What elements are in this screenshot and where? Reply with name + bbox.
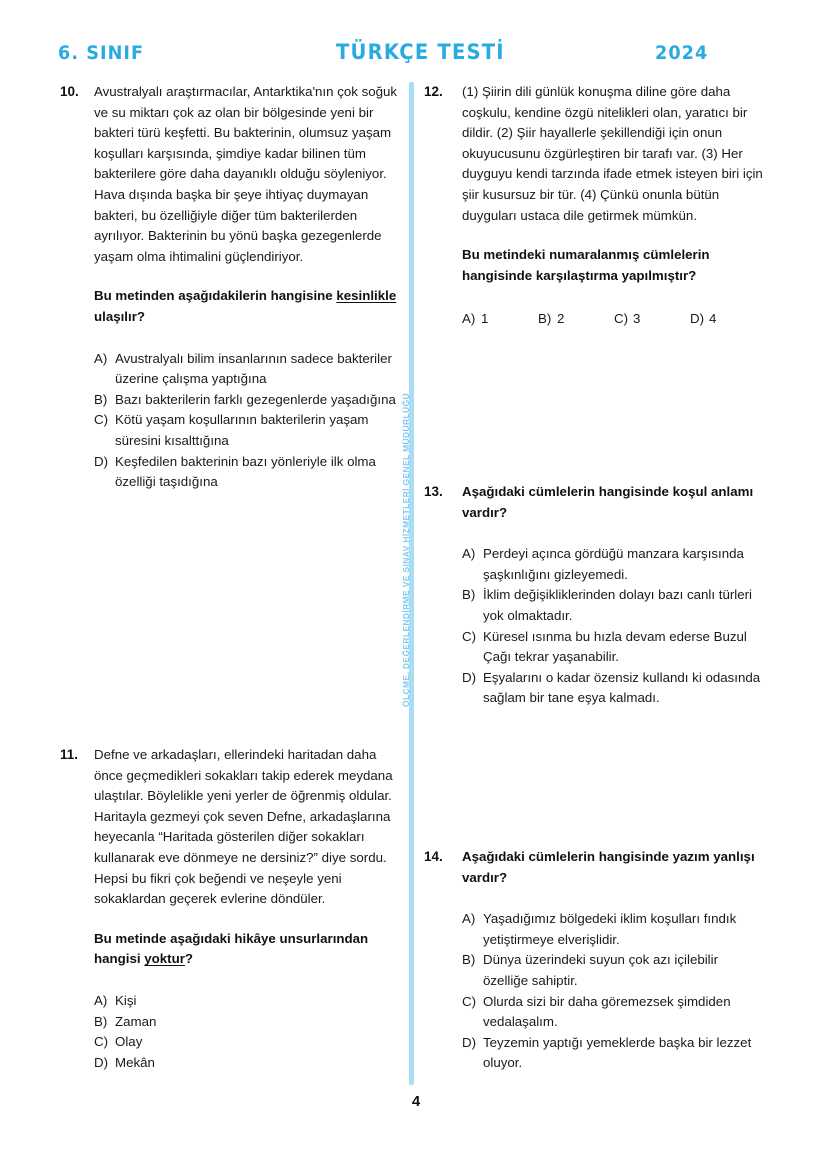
question-14-number: 14. xyxy=(424,849,443,864)
option-text: Olurda sizi bir daha göremezsek şimdiden vedalaşalım. xyxy=(483,993,731,1030)
option-letter: B) xyxy=(462,952,476,968)
question-12-passage: (1) Şiirin dili günlük konuşma diline göre daha coşkulu, kendine özgü nitelikleri olan, yaratıcı bir dildir. (2) Şiir hayallerle şekillendiği için onun okuyucusunu özgürleştiren bir tarafı var. (3) Her duyguyu kendi tarzında ifade etmek isteyen biri için şiir kusursuz bir tür. (4) Çünkü onunla bütün duyguları ustaca dile getirmek mümkün. xyxy=(462,84,763,223)
question-11-option-d[interactable] xyxy=(94,1053,400,1074)
question-13-body xyxy=(462,482,764,709)
page-number xyxy=(0,1093,828,1110)
question-10-head xyxy=(60,82,400,493)
question-11-option-b[interactable] xyxy=(94,1012,400,1033)
question-14-options xyxy=(462,909,764,1074)
option-letter: C) xyxy=(462,628,477,644)
option-letter: A) xyxy=(462,546,476,562)
question-14-option-a[interactable] xyxy=(462,909,764,950)
question-11 xyxy=(60,745,400,1073)
question-10-option-c[interactable] xyxy=(94,410,400,451)
option-text: Bazı bakterilerin farklı gezegenlerde yaşadığına xyxy=(115,391,396,407)
question-14-stem: Aşağıdaki cümlelerin hangisinde yazım yanlışı vardır? xyxy=(462,849,755,885)
option-text: Teyzemin yaptığı yemeklerde başka bir lezzet oluyor. xyxy=(483,1034,752,1071)
option-letter: B) xyxy=(94,391,108,407)
question-10-body xyxy=(94,82,400,493)
question-10-option-a[interactable] xyxy=(94,349,400,390)
option-letter: D) xyxy=(94,453,109,469)
question-12-number: 12. xyxy=(424,84,443,99)
question-10-option-d[interactable] xyxy=(94,452,400,493)
header-test-title: TÜRKÇE TESTİ xyxy=(336,40,505,64)
option-text: Keşfedilen bakterinin bazı yönleriyle ilk olma özelliği taşıdığına xyxy=(115,453,376,490)
option-text: 4 xyxy=(709,311,717,327)
option-text: İklim değişikliklerinden dolayı bazı canlı türleri yok olmaktadır. xyxy=(483,587,753,623)
question-13-stem: Aşağıdaki cümlelerin hangisinde koşul anlamı vardır? xyxy=(462,484,754,520)
option-text: Yaşadığımız bölgedeki iklim koşulları fındık yetiştirmeye elverişlidir. xyxy=(483,911,737,947)
question-12-options xyxy=(462,309,766,330)
question-12-option-c[interactable] xyxy=(614,309,690,330)
option-text: Dünya üzerindeki suyun çok azı içilebilir özelliğe sahiptir. xyxy=(483,952,719,988)
question-12-body xyxy=(462,82,766,330)
question-10-stem-underlined: kesinlikle xyxy=(336,288,397,304)
question-14 xyxy=(424,847,764,1074)
option-letter: D) xyxy=(690,311,705,327)
question-10 xyxy=(60,82,400,493)
question-11-body xyxy=(94,745,400,1073)
option-text: Olay xyxy=(115,1034,143,1050)
question-11-options xyxy=(94,991,400,1073)
question-10-stem xyxy=(94,286,400,327)
question-13-number: 13. xyxy=(424,484,443,499)
option-letter: A) xyxy=(94,992,108,1008)
option-text: 2 xyxy=(557,311,565,327)
question-11-head xyxy=(60,745,400,1073)
question-12-option-b[interactable] xyxy=(538,309,614,330)
option-letter: A) xyxy=(94,350,108,366)
question-13-option-b[interactable] xyxy=(462,585,764,626)
question-11-passage: Defne ve arkadaşları, ellerindeki haritadan daha önce geçmedikleri sokakları takip ederek meydana ulaştılar. Böylelikle yeni yerler de öğrenmiş oldular. Haritayla gezmeyi çok seven Defne, arkadaşlarına heyecanla “Haritada gösterilen diğer sokakları kullanarak eve dönmeye ne dersiniz?” diye sordu. Hepsi bu fikri çok beğendi ve neşeyle yeni sokaklardan geçerek evlerine döndüler. xyxy=(94,747,393,907)
option-text: Avustralyalı bilim insanlarının sadece bakteriler üzerine çalışma yaptığına xyxy=(115,350,392,387)
option-letter: D) xyxy=(462,669,477,685)
option-text: 1 xyxy=(481,311,489,327)
question-11-option-a[interactable] xyxy=(94,991,400,1012)
question-12-head xyxy=(424,82,764,330)
question-10-option-b[interactable] xyxy=(94,390,400,411)
option-text: Mekân xyxy=(115,1054,155,1070)
question-13-option-c[interactable] xyxy=(462,627,764,668)
option-letter: D) xyxy=(462,1034,477,1050)
option-text: Perdeyi açınca gördüğü manzara karşısında şaşkınlığını gizleyemedi. xyxy=(483,546,744,582)
question-10-number: 10. xyxy=(60,84,79,99)
header-year-label: 2024 xyxy=(655,42,709,64)
question-13 xyxy=(424,482,764,709)
question-11-stem-underlined: yoktur xyxy=(144,951,185,967)
question-14-head xyxy=(424,847,764,1074)
option-text: Kişi xyxy=(115,992,137,1008)
question-11-stem-part1: Bu metinde aşağıdaki hikâye unsurlarından hangisi xyxy=(94,930,369,967)
question-14-body xyxy=(462,847,764,1074)
option-letter: A) xyxy=(462,311,476,327)
institution-vertical-label-text: ÖLÇME, DEĞERLENDİRME VE SINAV HİZMETLERİ GENEL MÜDÜRLÜĞÜ xyxy=(401,393,411,707)
option-text: Kötü yaşam koşullarının bakterilerin yaşam süresini kısalttığına xyxy=(115,412,369,448)
question-11-option-c[interactable] xyxy=(94,1032,400,1053)
question-10-options xyxy=(94,349,400,493)
question-14-option-b[interactable] xyxy=(462,950,764,991)
option-text: 3 xyxy=(633,311,641,327)
page-header xyxy=(0,40,828,70)
column-divider-rule xyxy=(409,82,414,1085)
question-10-passage: Avustralyalı araştırmacılar, Antarktika'nın çok soğuk ve su miktarı çok az olan bir bölgesinde yeni bir bakteri türü keşfetti. Bu bakterinin, olumsuz yaşam koşulları karşısında, şimdiye kadar bilinen tüm bakterilere göre daha dayanıklı olduğu söyleniyor. Hava dışında başka bir şeye ihtiyaç duymayan bakteri, bu özelliğiyle diğer tüm bakterilerden ayrılıyor. Bakterinin bu yönü başka gezegenlerde yaşam olma ihtimalini güçlendiriyor. xyxy=(94,84,398,264)
question-14-option-d[interactable] xyxy=(462,1033,764,1074)
question-13-option-d[interactable] xyxy=(462,668,764,709)
question-10-stem-part1: Bu metinden aşağıdakilerin hangisine xyxy=(94,288,337,304)
header-grade-label: 6. SINIF xyxy=(58,42,145,64)
question-13-head xyxy=(424,482,764,709)
option-letter: C) xyxy=(462,993,477,1009)
question-11-number: 11. xyxy=(60,747,79,762)
question-14-option-c[interactable] xyxy=(462,992,764,1033)
option-letter: C) xyxy=(94,1034,109,1050)
option-text: Zaman xyxy=(115,1013,157,1029)
option-letter: C) xyxy=(614,311,629,327)
question-12-stem: Bu metindeki numaralanmış cümlelerin hangisinde karşılaştırma yapılmıştır? xyxy=(462,247,710,283)
option-letter: B) xyxy=(538,311,552,327)
option-letter: A) xyxy=(462,911,476,927)
question-10-stem-part2: ulaşılır? xyxy=(94,308,145,324)
page-number-value: 4 xyxy=(411,1093,421,1110)
option-text: Eşyalarını o kadar özensiz kullandı ki odasında sağlam bir tane eşya kalmadı. xyxy=(483,669,761,706)
question-13-option-a[interactable] xyxy=(462,544,764,585)
question-12 xyxy=(424,82,764,330)
question-11-stem xyxy=(94,929,400,970)
option-letter: D) xyxy=(94,1054,109,1070)
question-12-option-d[interactable] xyxy=(690,309,766,330)
option-letter: B) xyxy=(462,587,476,603)
option-letter: C) xyxy=(94,412,109,428)
question-13-options xyxy=(462,544,764,709)
question-12-option-a[interactable] xyxy=(462,309,538,330)
option-letter: B) xyxy=(94,1013,108,1029)
question-11-stem-part2: ? xyxy=(184,951,194,967)
option-text: Küresel ısınma bu hızla devam ederse Buzul Çağı tekrar yaşanabilir. xyxy=(483,628,747,665)
